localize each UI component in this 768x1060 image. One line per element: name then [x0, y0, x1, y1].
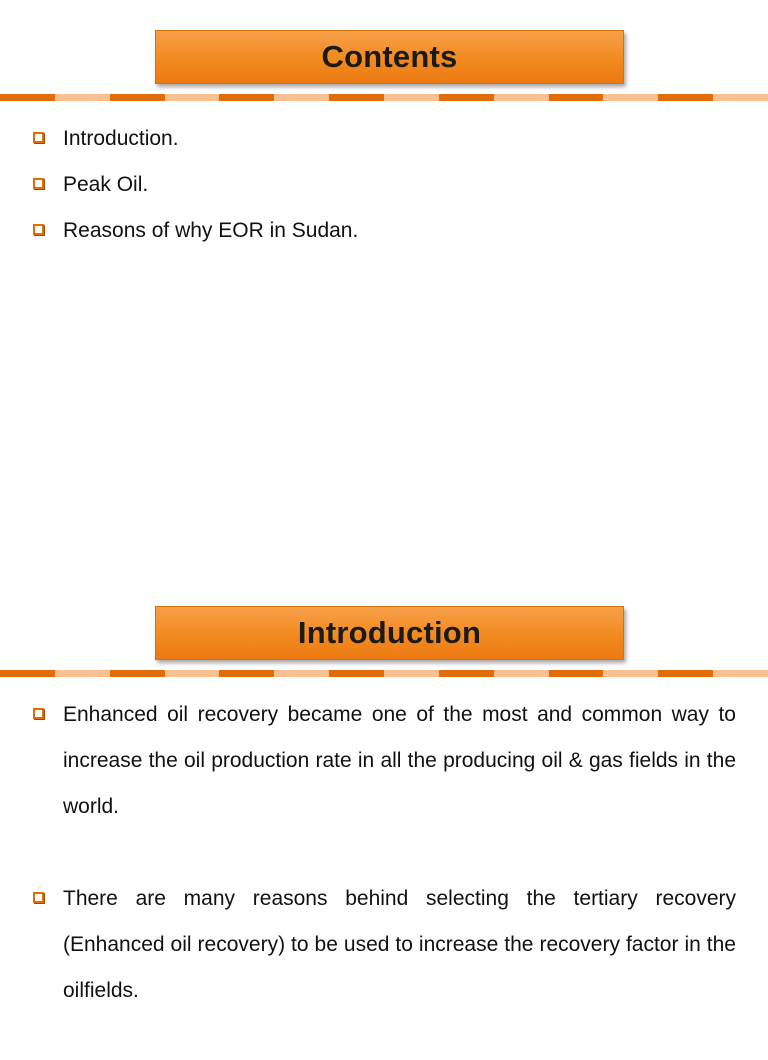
bullet-list — [0, 116, 768, 254]
square-bullet-icon — [33, 224, 44, 235]
list-item — [0, 162, 768, 208]
list-item — [0, 876, 768, 1014]
title-banner — [155, 606, 624, 660]
list-item-text: Reasons of why EOR in Sudan. — [63, 219, 359, 242]
slide-title: Contents — [321, 39, 458, 74]
square-bullet-icon — [33, 132, 44, 143]
square-bullet-icon — [33, 178, 44, 189]
title-banner — [155, 30, 624, 84]
square-bullet-icon — [33, 708, 44, 719]
list-item-text: There are many reasons behind selecting the tertiary recovery (Enhanced oil recovery) to be used to increase the recovery factor in the oilfields. — [63, 887, 736, 1002]
list-item — [0, 208, 768, 254]
list-item-text: Introduction. — [63, 127, 179, 150]
divider-stripe — [0, 670, 768, 677]
list-item — [0, 692, 768, 830]
slide-title: Introduction — [297, 615, 482, 650]
square-bullet-icon — [33, 892, 44, 903]
divider-stripe — [0, 94, 768, 101]
slide-introduction — [0, 576, 768, 1024]
list-item-text: Enhanced oil recovery became one of the most and common way to increase the oil production rate in all the producing oil & gas fields in the world. — [63, 703, 736, 818]
list-item — [0, 116, 768, 162]
bullet-list — [0, 692, 768, 1060]
list-item-text: Peak Oil. — [63, 173, 149, 196]
